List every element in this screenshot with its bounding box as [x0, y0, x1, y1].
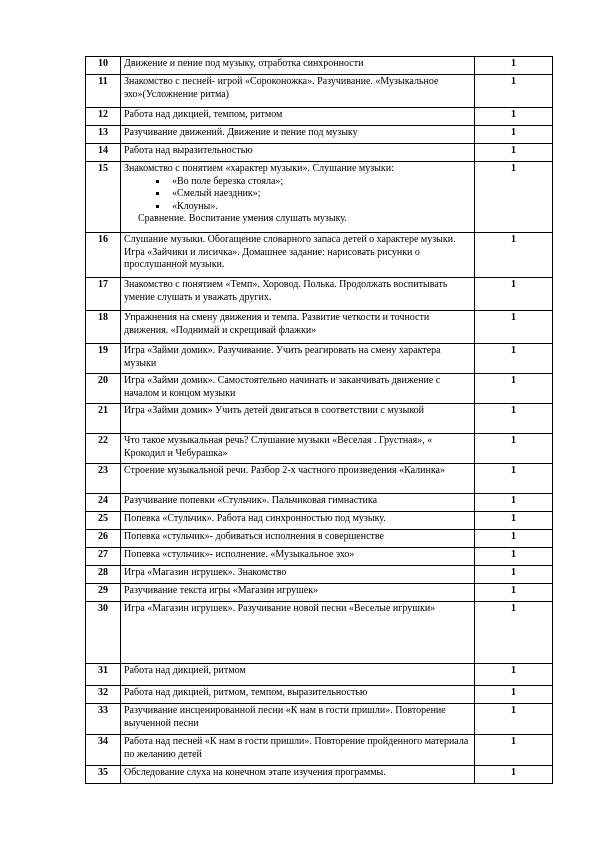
row-number: 11 — [86, 75, 121, 108]
row-topic: Работа над песней «К нам в гости пришли». Повторение пройденного материала по желанию детей — [121, 735, 475, 766]
topic-conclusion: Сравнение. Воспитание умения слушать музыку. — [138, 213, 347, 225]
row-hours: 1 — [475, 126, 553, 144]
row-topic: Игра «Магазин игрушек». Знакомство — [121, 566, 475, 584]
row-number: 18 — [86, 311, 121, 344]
row-number: 34 — [86, 735, 121, 766]
song-list-item: ▪ «Смелый наездник»; — [168, 188, 471, 201]
row-topic: Упражнения на смену движения и темпа. Развитие четкости и точности движения. «Поднимай и скрещивай флажки» — [121, 311, 475, 344]
row-topic: Разучивание движений. Движение и пение под музыку — [121, 126, 475, 144]
table-row — [86, 278, 553, 311]
lesson-plan-table — [85, 56, 553, 784]
table-row — [86, 233, 553, 278]
row-topic: Работа над выразительностью — [121, 144, 475, 162]
lesson-plan-body — [86, 57, 553, 784]
row-topic: Работа над дикцией, ритмом, темпом, выразительностью — [121, 686, 475, 704]
row-hours: 1 — [475, 57, 553, 75]
row-hours: 1 — [475, 233, 553, 278]
row-topic: Строение музыкальной речи. Разбор 2-х частного произведения «Калинка» — [121, 464, 475, 494]
row-hours: 1 — [475, 686, 553, 704]
row-topic: Попевка «Стульчик». Работа над синхронностью под музыку. — [121, 512, 475, 530]
row-number: 20 — [86, 374, 121, 404]
table-row — [86, 512, 553, 530]
row-number: 35 — [86, 766, 121, 784]
row-number: 24 — [86, 494, 121, 512]
row-number: 32 — [86, 686, 121, 704]
row-number: 25 — [86, 512, 121, 530]
row-topic: Что такое музыкальная речь? Слушание музыки «Веселая . Грустная», « Крокодил и Чебурашка» — [121, 434, 475, 464]
row-topic: Попевка «стульчик»- исполнение. «Музыкальное эхо» — [121, 548, 475, 566]
row-hours: 1 — [475, 162, 553, 233]
table-row — [86, 162, 553, 233]
table-row — [86, 57, 553, 75]
table-row — [86, 704, 553, 735]
row-number: 27 — [86, 548, 121, 566]
table-row — [86, 374, 553, 404]
row-topic: Разучивание текста игры «Магазин игрушек» — [121, 584, 475, 602]
table-row — [86, 494, 553, 512]
table-row — [86, 144, 553, 162]
row-topic: Разучивание попевки «Стульчик». Пальчиковая гимнастика — [121, 494, 475, 512]
row-number: 28 — [86, 566, 121, 584]
row-number: 26 — [86, 530, 121, 548]
row-hours: 1 — [475, 75, 553, 108]
table-row — [86, 766, 553, 784]
row-number: 21 — [86, 404, 121, 434]
row-topic: Движение и пение под музыку, отработка синхронности — [121, 57, 475, 75]
row-hours: 1 — [475, 404, 553, 434]
row-number: 14 — [86, 144, 121, 162]
song-list — [124, 176, 471, 214]
row-number: 29 — [86, 584, 121, 602]
table-row — [86, 464, 553, 494]
song-list-item: ▪ «Во поле березка стояла»; — [168, 176, 471, 189]
row-hours: 1 — [475, 735, 553, 766]
row-number: 13 — [86, 126, 121, 144]
table-row — [86, 344, 553, 374]
row-hours: 1 — [475, 311, 553, 344]
row-number: 17 — [86, 278, 121, 311]
row-number: 31 — [86, 664, 121, 686]
table-row — [86, 664, 553, 686]
row-hours: 1 — [475, 512, 553, 530]
row-hours: 1 — [475, 566, 553, 584]
row-hours: 1 — [475, 602, 553, 664]
row-hours: 1 — [475, 704, 553, 735]
table-row — [86, 75, 553, 108]
row-number: 23 — [86, 464, 121, 494]
table-row — [86, 548, 553, 566]
row-topic: Слушание музыки. Обогащение словарного запаса детей о характере музыки. Игра «Зайчики и лисичка». Домашнее задание: нарисовать рисунки о прослушанной музыки. — [121, 233, 475, 278]
row-hours: 1 — [475, 144, 553, 162]
row-hours: 1 — [475, 530, 553, 548]
table-row — [86, 404, 553, 434]
row-hours: 1 — [475, 548, 553, 566]
row-hours: 1 — [475, 584, 553, 602]
table-row — [86, 311, 553, 344]
row-topic — [121, 162, 475, 233]
row-hours: 1 — [475, 766, 553, 784]
row-number: 12 — [86, 108, 121, 126]
table-row — [86, 434, 553, 464]
row-topic: Игра «Займи домик» Учить детей двигаться в соответствии с музыкой — [121, 404, 475, 434]
row-hours: 1 — [475, 664, 553, 686]
table-row — [86, 566, 553, 584]
row-hours: 1 — [475, 278, 553, 311]
row-topic: Игра «Займи домик». Разучивание. Учить реагировать на смену характера музыки — [121, 344, 475, 374]
song-list-item: ▪ «Клоуны». — [168, 201, 471, 214]
row-topic: Игра «Магазин игрушек». Разучивание новой песни «Веселые игрушки» — [121, 602, 475, 664]
row-topic: Разучивание инсценированной песни «К нам в гости пришли». Повторение выученной песни — [121, 704, 475, 735]
row-topic: Знакомство с понятием «Темп». Хоровод. Полька. Продолжать воспитывать умение слушать и уважать других. — [121, 278, 475, 311]
row-hours: 1 — [475, 434, 553, 464]
row-number: 22 — [86, 434, 121, 464]
row-number: 19 — [86, 344, 121, 374]
row-hours: 1 — [475, 108, 553, 126]
table-row — [86, 530, 553, 548]
table-row — [86, 735, 553, 766]
row-topic: Попевка «стульчик»- добиваться исполнения в совершенстве — [121, 530, 475, 548]
row-topic: Работа над дикцией, темпом, ритмом — [121, 108, 475, 126]
table-row — [86, 108, 553, 126]
row-topic: Обследование слуха на конечном этапе изучения программы. — [121, 766, 475, 784]
row-number: 10 — [86, 57, 121, 75]
table-row — [86, 126, 553, 144]
row-topic: Игра «Займи домик». Самостоятельно начинать и заканчивать движение с началом и концом музыки — [121, 374, 475, 404]
row-hours: 1 — [475, 464, 553, 494]
row-hours: 1 — [475, 494, 553, 512]
row-hours: 1 — [475, 374, 553, 404]
table-row — [86, 602, 553, 664]
table-row — [86, 584, 553, 602]
row-hours: 1 — [475, 344, 553, 374]
row-topic: Знакомство с песней- игрой «Сороконожка». Разучивание. «Музыкальное эхо»(Усложнение ритма) — [121, 75, 475, 108]
topic-intro: Знакомство с понятием «характер музыки». Слушание музыки: — [124, 163, 394, 174]
row-number: 33 — [86, 704, 121, 735]
table-row — [86, 686, 553, 704]
row-number: 15 — [86, 162, 121, 233]
row-number: 30 — [86, 602, 121, 664]
row-number: 16 — [86, 233, 121, 278]
row-topic: Работа над дикцией, ритмом — [121, 664, 475, 686]
